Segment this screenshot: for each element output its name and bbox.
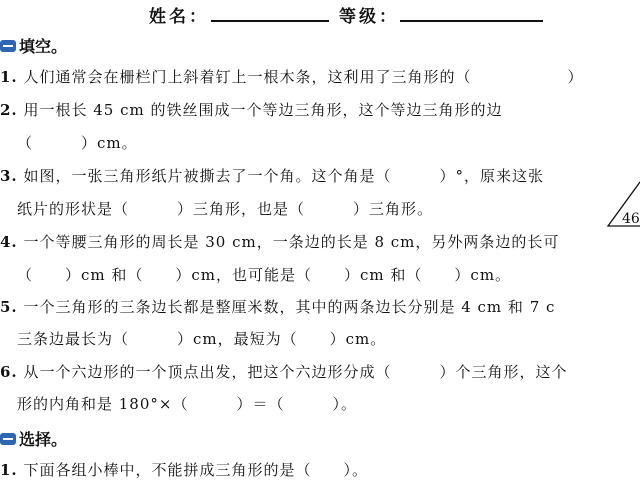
question-2-cont: （ ）cm。	[17, 134, 138, 152]
question-number: 6.	[0, 363, 18, 381]
question-number: 1.	[0, 461, 18, 479]
choice-question-1	[0, 459, 368, 480]
angle-label: 46	[622, 211, 640, 227]
question-5	[0, 296, 555, 317]
question-6	[0, 361, 567, 382]
question-number: 4.	[0, 233, 18, 251]
section-marker-icon	[0, 40, 16, 52]
question-1	[0, 66, 583, 87]
name-blank-line	[211, 20, 329, 22]
question-4-cont: （ ）cm 和（ ）cm，也可能是（ ）cm 和（ ）cm。	[17, 266, 512, 284]
question-text: 从一个六边形的一个顶点出发，把这个六边形分成（ ）个三角形，这个	[23, 363, 568, 381]
grade-blank-line	[400, 20, 543, 22]
question-text: 人们通常会在栅栏门上斜着钉上一根木条，这利用了三角形的（ ）	[23, 68, 584, 86]
question-text: 一个三角形的三条边长都是整厘米数，其中的两条边长分别是 4 cm 和 7 c	[23, 298, 556, 316]
name-label: 姓名：	[149, 7, 209, 27]
question-text: 一个等腰三角形的周长是 30 cm，一条边的长是 8 cm，另外两条边的长可	[23, 233, 560, 251]
section-marker-icon	[0, 433, 16, 445]
torn-triangle-figure	[600, 180, 640, 230]
question-3	[0, 165, 544, 186]
question-5-cont: 三条边最长为（ ）cm，最短为（ ）cm。	[17, 330, 387, 348]
section-title-choice: 选择。	[19, 430, 68, 449]
question-4	[0, 231, 559, 252]
question-text: 如图，一张三角形纸片被撕去了一个角。这个角是（ ）°，原来这张	[23, 167, 544, 185]
section-title-fill-blank: 填空。	[19, 37, 68, 56]
question-number: 5.	[0, 298, 18, 316]
question-text: 用一根长 45 cm 的铁丝围成一个等边三角形，这个等边三角形的边	[23, 101, 503, 119]
question-6-cont: 形的内角和是 180°×（ ）＝（ ）。	[17, 395, 357, 413]
question-number: 1.	[0, 68, 18, 86]
question-3-cont: 纸片的形状是（ ）三角形，也是（ ）三角形。	[17, 200, 434, 218]
grade-label: 等级：	[339, 7, 399, 27]
question-2	[0, 99, 502, 120]
question-text: 下面各组小棒中，不能拼成三角形的是（ ）。	[23, 461, 368, 479]
question-number: 2.	[0, 101, 18, 119]
question-number: 3.	[0, 167, 18, 185]
